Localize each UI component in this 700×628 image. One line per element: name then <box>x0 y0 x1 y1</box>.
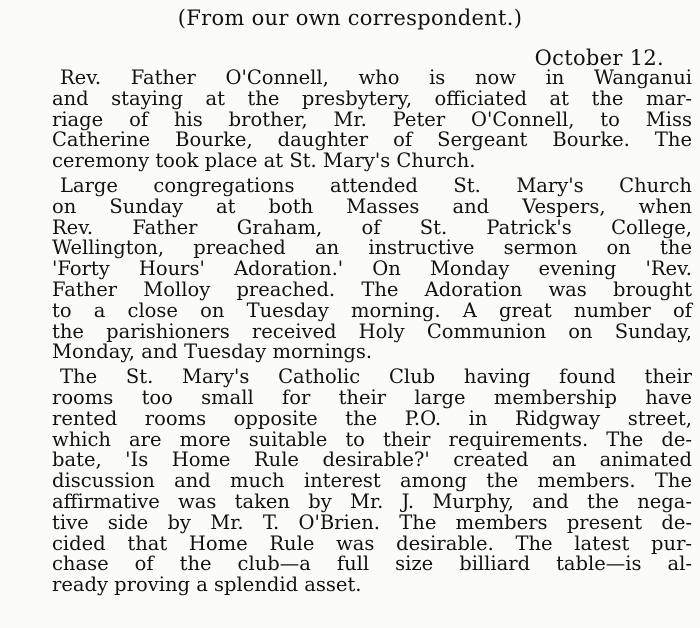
text-line: riage of his brother, Mr. Peter O'Connell, to Miss <box>52 107 692 131</box>
text-line: rented rooms opposite the P.O. in Ridgway street, <box>52 406 692 430</box>
text-line: on Sunday at both Masses and Vespers, when <box>52 194 692 218</box>
paragraph-forty-hours <box>52 173 692 364</box>
text-line: Large congregations attended St. Mary's Church <box>60 173 692 197</box>
text-line: Rev. Father O'Connell, who is now in Wanganui <box>60 66 692 89</box>
text-line: The St. Mary's Catholic Club having found their <box>60 365 692 389</box>
paragraph-wedding <box>52 68 692 172</box>
dateline: October 12. <box>534 46 664 70</box>
text-line: Monday, and Tuesday mornings. <box>52 340 373 364</box>
text-line: 'Forty Hours' Adoration.' On Monday evening 'Rev. <box>52 257 692 281</box>
text-line: which are more suitable to their requirements. The de- <box>52 427 692 451</box>
text-line: Rev. Father Graham, of St. Patrick's College, <box>52 215 692 239</box>
text-line: ready proving a splendid asset. <box>52 573 362 597</box>
text-line: to a close on Tuesday morning. A great number of <box>52 298 692 322</box>
article-column <box>52 68 692 600</box>
text-line: cided that Home Rule was desirable. The latest pur- <box>52 531 692 555</box>
text-line: discussion and much interest among the members. The <box>52 469 692 493</box>
correspondent-byline: (From our own correspondent.) <box>177 6 523 30</box>
text-line: bate, 'Is Home Rule desirable?' created an animated <box>52 448 692 472</box>
text-line: Father Molloy preached. The Adoration was brought <box>52 277 692 301</box>
text-line: Wellington, preached an instructive sermon on the <box>52 236 692 260</box>
text-line: tive side by Mr. T. O'Brien. The members present de- <box>52 510 692 534</box>
text-line: rooms too small for their large membership have <box>52 385 692 409</box>
text-line: the parishioners received Holy Communion on Sunday, <box>52 319 692 343</box>
text-line: ceremony took place at St. Mary's Church. <box>52 149 476 173</box>
text-line: and staying at the presbytery, officiated at the mar- <box>52 86 692 110</box>
paragraph-catholic-club <box>52 367 692 596</box>
text-line: Catherine Bourke, daughter of Sergeant Bourke. The <box>52 128 692 152</box>
text-line: chase of the club—a full size billiard table—is al- <box>52 552 692 576</box>
text-line: affirmative was taken by Mr. J. Murphy, and the nega- <box>52 489 692 513</box>
